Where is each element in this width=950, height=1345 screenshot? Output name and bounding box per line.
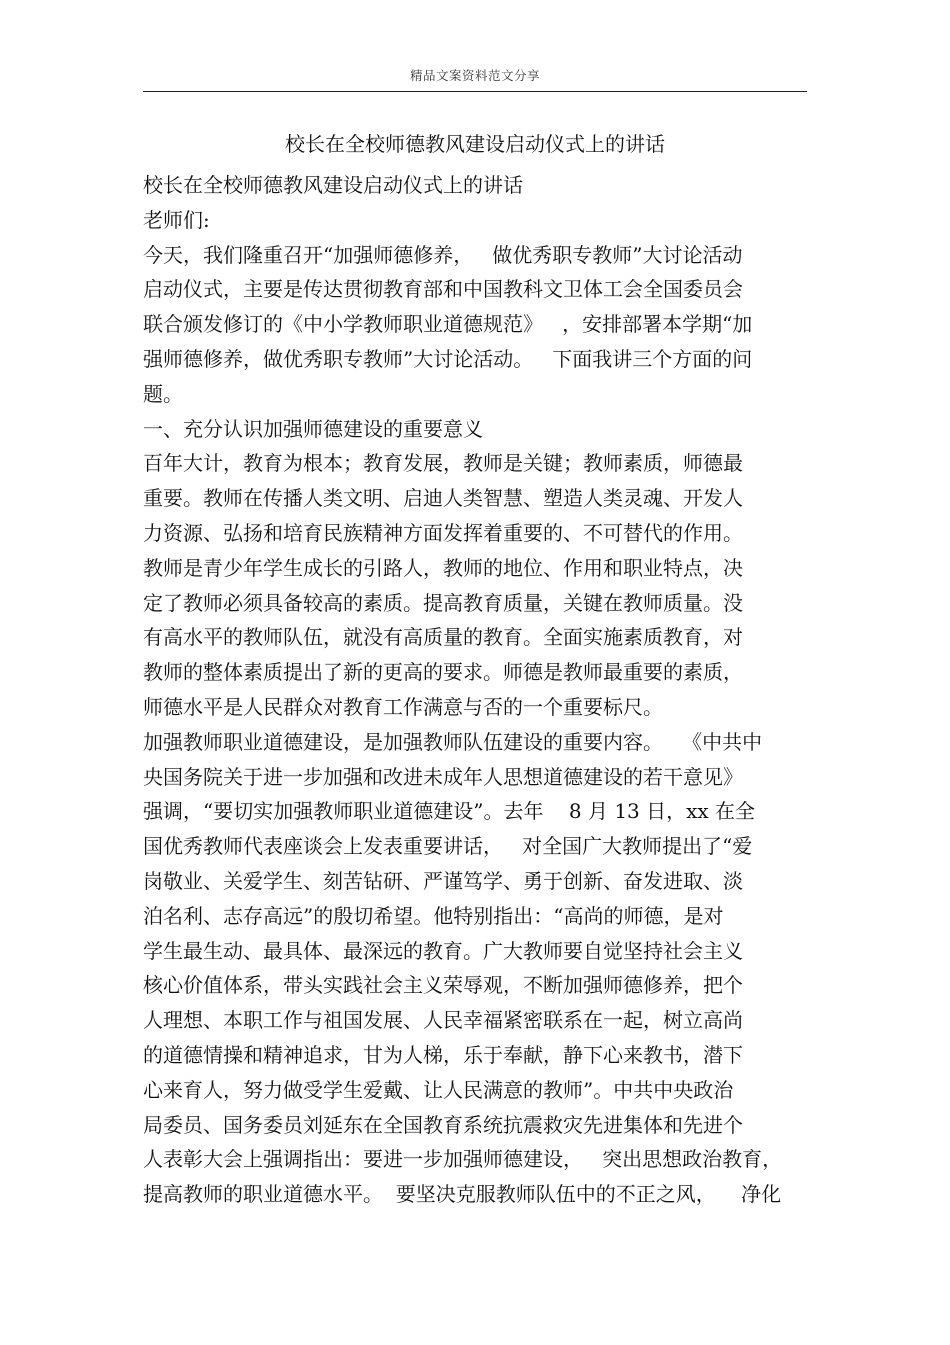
header-divider	[143, 91, 807, 92]
body-line: 提高教师的职业道德水平。 要坚决克服教师队伍中的不正之风， 净化	[143, 1182, 782, 1207]
body-line: 核心价值体系，带头实践社会主义荣辱观，不断加强师德修养，把个	[143, 973, 743, 998]
body-line: 老师们:	[143, 207, 210, 232]
body-line: 加强教师职业道德建设，是加强教师队伍建设的重要内容。 《中共中	[143, 729, 763, 754]
body-line: 岗敬业、关爱学生、刻苦钻研、严谨笃学、勇于创新、奋发进取、淡	[143, 868, 743, 893]
page-header: 精品文案资料范文分享	[409, 68, 540, 83]
body-line: 题。	[143, 381, 183, 406]
body-line: 教师是青少年学生成长的引路人，教师的地位、作用和职业特点，决	[143, 555, 743, 580]
body-line: 师德水平是人民群众对教育工作满意与否的一个重要标尺。	[143, 694, 663, 719]
body-line: 学生最生动、最具体、最深远的教育。广大教师要自觉坚持社会主义	[143, 938, 743, 963]
body-line: 的道德情操和精神追求，甘为人梯，乐于奉献，静下心来教书，潜下	[143, 1042, 743, 1067]
body-line: 强调，“要切实加强教师职业道德建设”。去年 8 月 13 日，xx 在全	[143, 799, 756, 824]
body-line: 百年大计，教育为根本；教育发展，教师是关键；教师素质，师德最	[143, 451, 743, 476]
body-line: 心来育人，努力做受学生爱戴、让人民满意的教师”。中共中央政治	[143, 1077, 734, 1102]
section-heading: 一、充分认识加强师德建设的重要意义	[143, 416, 483, 441]
document-body	[143, 168, 807, 1212]
body-line: 央国务院关于进一步加强和改进未成年人思想道德建设的若干意见》	[143, 764, 743, 789]
body-line: 启动仪式，主要是传达贯彻教育部和中国教科文卫体工会全国委员会	[143, 277, 743, 302]
body-line: 联合颁发修订的《中小学教师职业道德规范》 ，安排部署本学期“加	[143, 312, 753, 337]
document-title: 校长在全校师德教风建设启动仪式上的讲话	[285, 132, 665, 156]
body-line: 定了教师必须具备较高的素质。提高教育质量，关键在教师质量。没	[143, 590, 743, 615]
body-line: 泊名利、志存高远”的殷切希望。他特别指出：“高尚的师德，是对	[143, 903, 724, 928]
body-line: 局委员、国务委员刘延东在全国教育系统抗震救灾先进集体和先进个	[143, 1112, 743, 1137]
body-line: 校长在全校师德教风建设启动仪式上的讲话	[143, 173, 523, 197]
body-line: 有高水平的教师队伍，就没有高质量的教育。全面实施素质教育，对	[143, 625, 743, 650]
body-line: 人理想、本职工作与祖国发展、人民幸福紧密联系在一起，树立高尚	[143, 1008, 743, 1033]
body-line: 力资源、弘扬和培育民族精神方面发挥着重要的、不可替代的作用。	[143, 520, 743, 545]
body-line: 今天，我们隆重召开“加强师德修养， 做优秀职专教师”大讨论活动	[143, 242, 743, 267]
body-line: 国优秀教师代表座谈会上发表重要讲话， 对全国广大教师提出了“爱	[143, 834, 753, 859]
body-line: 重要。教师在传播人类文明、启迪人类智慧、塑造人类灵魂、开发人	[143, 486, 743, 511]
body-line: 人表彰大会上强调指出：要进一步加强师德建设， 突出思想政治教育，	[143, 1147, 783, 1172]
body-line: 教师的整体素质提出了新的更高的要求。师德是教师最重要的素质，	[143, 660, 743, 685]
body-line: 强师德修养，做优秀职专教师”大讨论活动。 下面我讲三个方面的问	[143, 346, 753, 371]
